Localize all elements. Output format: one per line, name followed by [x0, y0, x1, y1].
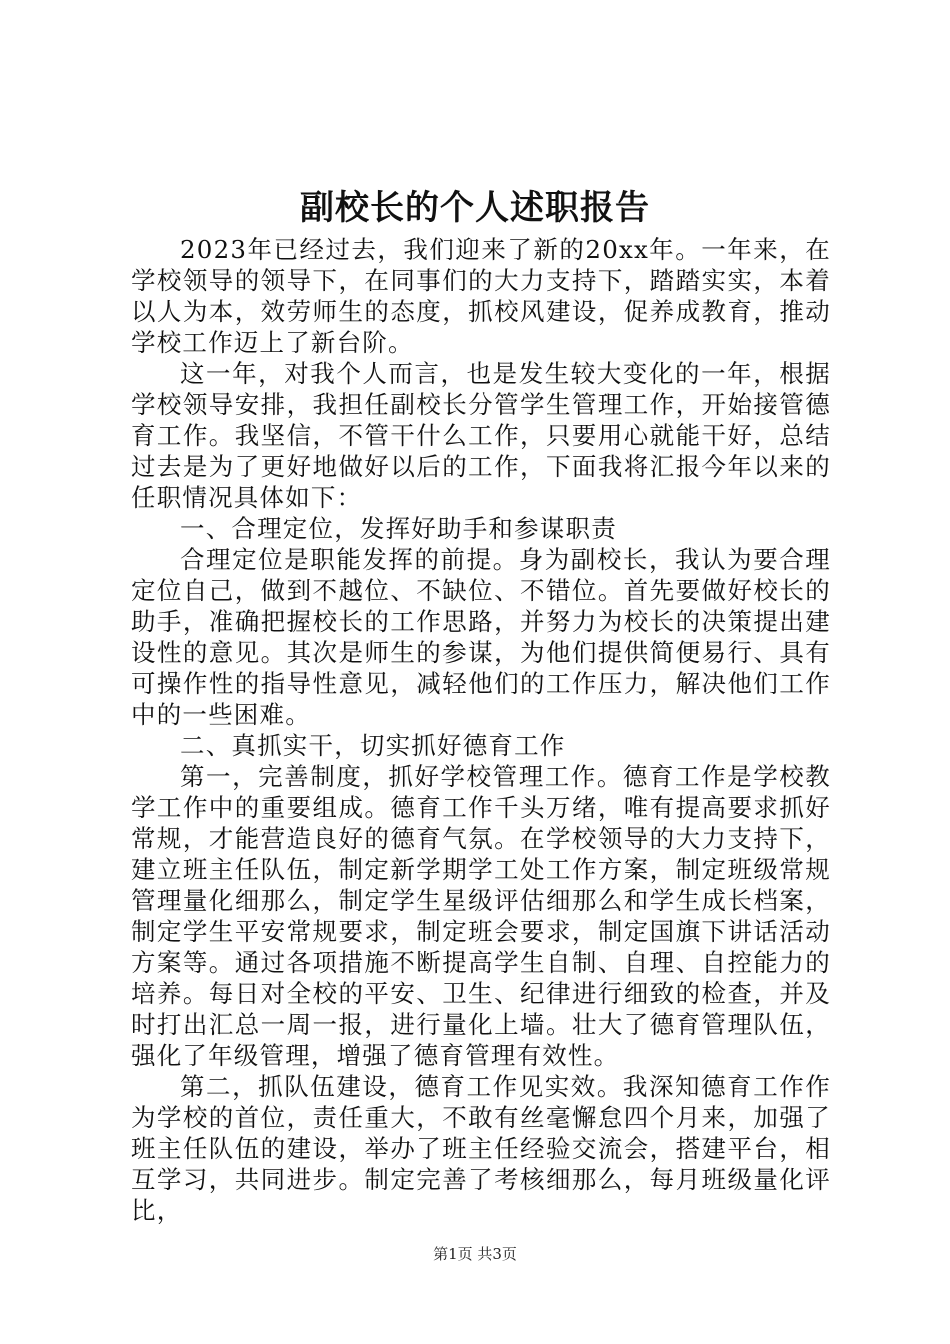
- paragraph-first-point: 第一，完善制度，抓好学校管理工作。德育工作是学校教学工作中的重要组成。德育工作千头万绪，唯有提高要求抓好常规，才能营造良好的德育气氛。在学校领导的大力支持下，建立班主任队伍，制定新学期学工处工作方案，制定班级常规管理量化细那么，制定学生星级评估细那么和学生成长档案，制定学生平安常规要求，制定班会要求，制定国旗下讲话活动方案等。通过各项措施不断提高学生自制、自理、自控能力的培养。每日对全校的平安、卫生、纪律进行细致的检查，并及时打出汇总一周一报，进行量化上墙。壮大了德育管理队伍，强化了年级管理，增强了德育管理有效性。: [131, 762, 831, 1070]
- paragraph-positioning: 合理定位是职能发挥的前提。身为副校长，我认为要合理定位自己，做到不越位、不缺位、不错位。首先要做好校长的助手，准确把握校长的工作思路，并努力为校长的决策提出建设性的意见。其次是师生的参谋，为他们提供简便易行、具有可操作性的指导性意见，减轻他们的工作压力，解决他们工作中的一些困难。: [131, 545, 831, 729]
- document-body: [131, 234, 831, 1226]
- page-number-footer: 第1页 共3页: [433, 1245, 517, 1263]
- paragraph-overview: 这一年，对我个人而言，也是发生较大变化的一年，根据学校领导安排，我担任副校长分管学生管理工作，开始接管德育工作。我坚信，不管干什么工作，只要用心就能干好，总结过去是为了更好地做好以后的工作，下面我将汇报今年以来的任职情况具体如下：: [131, 359, 831, 512]
- paragraph-second-point: 第二，抓队伍建设，德育工作见实效。我深知德育工作作为学校的首位，责任重大，不敢有丝毫懈怠四个月来，加强了班主任队伍的建设，举办了班主任经验交流会，搭建平台，相互学习，共同进步。制定完善了考核细那么，每月班级量化评比，: [131, 1072, 831, 1225]
- section-heading-2: 二、真抓实干，切实抓好德育工作: [180, 731, 566, 760]
- section-heading-1: 一、合理定位，发挥好助手和参谋职责: [180, 514, 617, 543]
- paragraph-intro: 2023年已经过去，我们迎来了新的20xx年。一年来，在学校领导的领导下，在同事们的大力支持下，踏踏实实，本着以人为本，效劳师生的态度，抓校风建设，促养成教育，推动学校工作迈上了新台阶。: [131, 235, 831, 357]
- document-title: 副校长的个人述职报告: [300, 188, 650, 228]
